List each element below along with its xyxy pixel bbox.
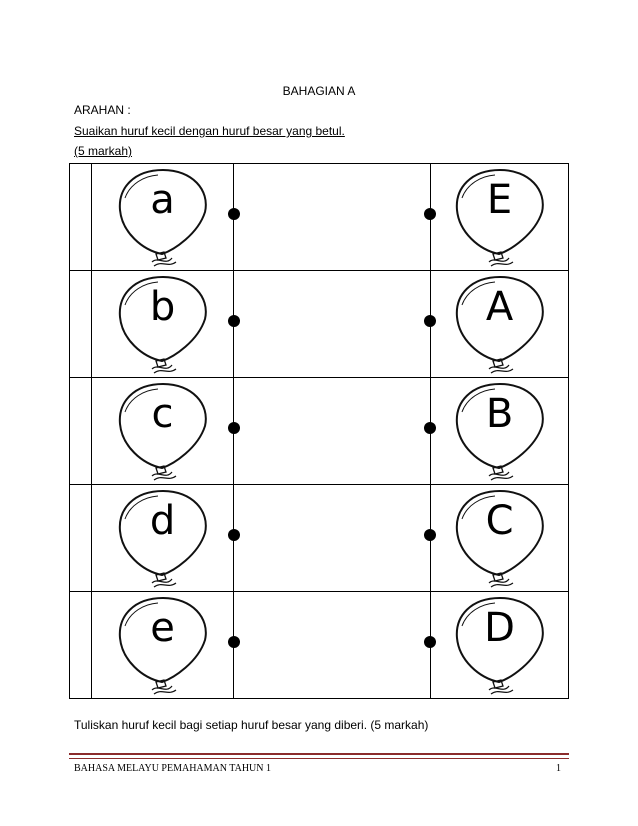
section-title: BAHAGIAN A	[282, 84, 356, 98]
match-row	[70, 592, 569, 699]
match-row	[70, 164, 569, 271]
balloon-icon	[108, 592, 218, 698]
next-instruction: Tuliskan huruf kecil bagi setiap huruf besar yang diberi. (5 markah)	[74, 718, 429, 732]
left-dot[interactable]	[228, 208, 240, 220]
left-dot[interactable]	[228, 529, 240, 541]
uppercase-cell	[431, 592, 569, 699]
balloon-icon	[445, 592, 555, 698]
uppercase-cell	[431, 164, 569, 271]
match-row	[70, 378, 569, 485]
footer-title: BAHASA MELAYU PEMAHAMAN TAHUN 1	[74, 763, 271, 774]
lowercase-letter: e	[150, 605, 175, 651]
footer-rule	[69, 753, 569, 759]
matching-table	[69, 163, 569, 699]
blank-cell	[70, 271, 92, 378]
lowercase-cell	[92, 485, 234, 592]
uppercase-letter: D	[484, 605, 515, 651]
lowercase-cell	[92, 164, 234, 271]
page-number: 1	[556, 763, 561, 774]
connector-cell	[233, 592, 430, 699]
connector-cell	[233, 485, 430, 592]
balloon-icon	[108, 164, 218, 270]
balloon-icon	[108, 378, 218, 484]
connector-cell	[233, 378, 430, 485]
lowercase-cell	[92, 378, 234, 485]
uppercase-cell	[431, 378, 569, 485]
uppercase-letter: C	[485, 498, 514, 544]
match-row	[70, 271, 569, 378]
blank-cell	[70, 378, 92, 485]
lowercase-cell	[92, 271, 234, 378]
connector-cell	[233, 271, 430, 378]
balloon-icon	[445, 378, 555, 484]
uppercase-letter: B	[485, 391, 514, 437]
left-dot[interactable]	[228, 636, 240, 648]
left-dot[interactable]	[228, 315, 240, 327]
instructions-task: Suaikan huruf kecil dengan huruf besar yang betul.	[74, 124, 345, 138]
instructions-marks: (5 markah)	[74, 144, 133, 158]
balloon-icon	[108, 271, 218, 377]
uppercase-letter: E	[486, 177, 513, 223]
instructions-heading: ARAHAN :	[74, 103, 131, 117]
lowercase-letter: d	[149, 498, 176, 544]
blank-cell	[70, 164, 92, 271]
balloon-icon	[445, 485, 555, 591]
lowercase-letter: c	[151, 391, 174, 437]
lowercase-letter: a	[150, 177, 175, 223]
uppercase-letter: A	[485, 284, 514, 330]
uppercase-cell	[431, 485, 569, 592]
blank-cell	[70, 485, 92, 592]
balloon-icon	[445, 164, 555, 270]
lowercase-letter: b	[149, 284, 176, 330]
balloon-icon	[445, 271, 555, 377]
lowercase-cell	[92, 592, 234, 699]
match-row	[70, 485, 569, 592]
blank-cell	[70, 592, 92, 699]
connector-cell	[233, 164, 430, 271]
uppercase-cell	[431, 271, 569, 378]
balloon-icon	[108, 485, 218, 591]
left-dot[interactable]	[228, 422, 240, 434]
